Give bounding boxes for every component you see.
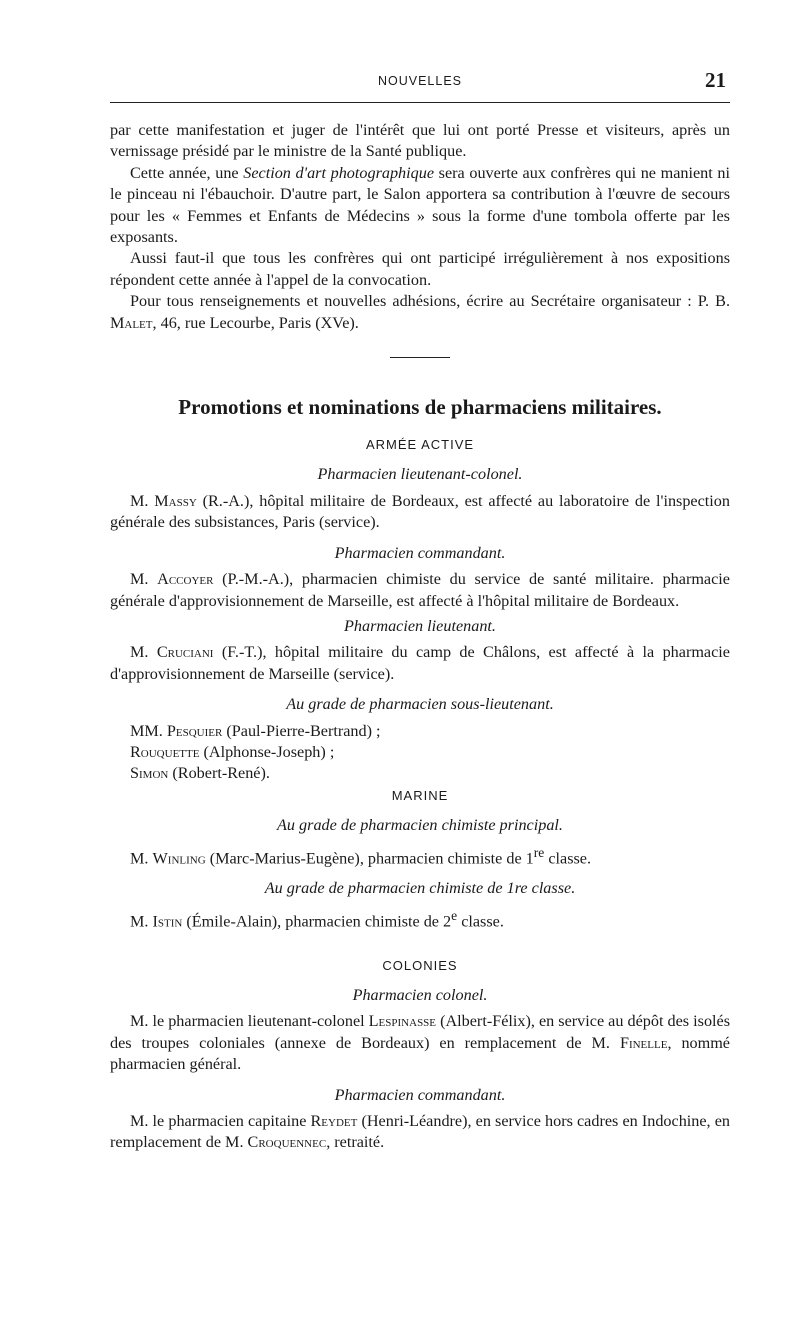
person-forenames: (Paul-Pierre-Bertrand) ;	[222, 721, 381, 740]
person-name: Istin	[152, 912, 183, 931]
entry-text: (Marc-Marius-Eugène), pharmacien chimiste de 1	[205, 848, 534, 867]
rank-heading-sous-lieutenant: Au grade de pharmacien sous-lieutenant.	[286, 695, 554, 714]
entry-lespinasse	[110, 1011, 730, 1075]
entry-reydet	[110, 1111, 730, 1154]
intro-paragraph-3: Aussi faut-il que tous les confrères qui ont participé irrégulièrement à nos expositions répondent cette année à l'appel de la convocation.	[110, 249, 730, 289]
entry-text: , retraité.	[326, 1133, 385, 1152]
person-name: Finelle	[619, 1033, 668, 1052]
entry-text: M. le pharmacien capitaine	[130, 1112, 311, 1130]
intro-paragraph-1: par cette manifestation et juger de l'intérêt que lui ont porté Presse et visiteurs, après un vernissage présidé par le ministre de la Santé publique.	[110, 121, 730, 161]
person-name: Simon	[130, 764, 169, 783]
page-header	[110, 68, 730, 98]
rank-heading-colonies-commandant: Pharmacien commandant.	[334, 1085, 506, 1104]
person-name: Pesquier	[166, 721, 223, 740]
rank-heading-colonel: Pharmacien colonel.	[352, 985, 488, 1004]
entry-prefix: M.	[130, 912, 153, 931]
person-name: Reydet	[310, 1112, 358, 1130]
entry-text: , nommé pharmacien général.	[110, 1033, 730, 1074]
entry-prefix: M.	[130, 848, 153, 867]
person-name: Accoyer	[157, 570, 214, 589]
journal-page	[110, 68, 731, 1152]
list-item	[130, 721, 730, 742]
header-rule	[110, 102, 730, 103]
running-title: NOUVELLES	[377, 74, 463, 88]
section-heading-armee: ARMÉE ACTIVE	[365, 437, 475, 453]
intro-p2-start: Cette année, une	[130, 163, 244, 182]
entry-prefix: M.	[130, 643, 157, 662]
rank-heading-lieutenant: Pharmacien lieutenant.	[344, 616, 496, 635]
intro-p2-end: sera ouverte aux confrères qui ne manient ni le pinceau ni l'ébauchoir. D'autre part, le Salon apportera sa contribution à l'œuvre de secours pour les « Femmes et Enfants de Médecins » sous la forme d'une tombola offerte par les exposants.	[110, 163, 730, 247]
section-name: Section d'art photographique	[243, 163, 435, 182]
page-number: 21	[705, 68, 726, 92]
entry-text: (R.-A.), hôpital militaire de Bordeaux, est affecté au laboratoire de l'inspection générale des subsistances, Paris (service).	[110, 491, 730, 532]
intro-paragraph-4	[110, 291, 730, 334]
intro-p4-start: Pour tous renseignements et nouvelles adhésions, écrire au Secrétaire organisateur : P. B.	[130, 292, 730, 311]
entry-text: M. le pharmacien lieutenant-colonel	[130, 1012, 369, 1031]
secretary-name: Malet	[110, 313, 153, 332]
sous-lieutenant-list	[110, 721, 730, 785]
person-name: Croquennec	[247, 1133, 327, 1152]
person-name: Massy	[154, 491, 197, 510]
entry-prefix: MM.	[130, 721, 167, 740]
person-name: Rouquette	[130, 742, 200, 761]
ordinal-suffix: re	[533, 844, 545, 860]
intro-paragraph-2	[110, 163, 730, 249]
entry-prefix: M.	[130, 491, 155, 510]
article-title: Promotions et nominations de pharmaciens militaires.	[178, 395, 662, 420]
entry-text: (P.-M.-A.), pharmacien chimiste du service de santé militaire. pharmacie générale d'approvisionnement de Marseille, est affecté à l'hôpital militaire de Bordeaux.	[110, 570, 730, 610]
entry-prefix: M.	[130, 570, 158, 589]
list-item	[130, 742, 730, 763]
entry-text: (Henri-Léandre), en service hors cadres en Indochine, en remplacement de M.	[110, 1112, 730, 1152]
entry-accoyer	[110, 569, 730, 612]
person-name: Winling	[152, 848, 206, 867]
rank-heading-chimiste-principal: Au grade de pharmacien chimiste principal.	[277, 816, 563, 835]
entry-text-end: classe.	[457, 912, 504, 931]
entry-text: (Albert-Félix), en service au dépôt des isolés des troupes coloniales (annexe de Bordeaux) en remplacement de M.	[110, 1012, 731, 1052]
rank-heading-commandant: Pharmacien commandant.	[334, 543, 506, 562]
list-item	[130, 763, 730, 784]
person-forenames: (Robert-René).	[168, 764, 270, 783]
entry-istin	[110, 905, 730, 933]
person-name: Cruciani	[156, 643, 214, 662]
entry-text: (Émile-Alain), pharmacien chimiste de 2	[182, 912, 452, 931]
person-forenames: (Alphonse-Joseph) ;	[199, 742, 335, 761]
entry-text-end: classe.	[544, 848, 592, 867]
section-heading-colonies: COLONIES	[382, 957, 458, 973]
person-name: Lespinasse	[368, 1012, 437, 1031]
intro-p4-end: , 46, rue Lecourbe, Paris (XVe).	[152, 313, 359, 332]
ordinal-suffix: e	[451, 907, 458, 923]
entry-cruciani	[110, 642, 730, 685]
entry-massy	[110, 491, 730, 534]
page-body	[110, 120, 730, 1154]
rank-heading-chimiste-1re: Au grade de pharmacien chimiste de 1re classe.	[264, 879, 576, 898]
section-separator	[390, 357, 450, 358]
entry-winling	[110, 842, 730, 870]
entry-text: (F.-T.), hôpital militaire du camp de Châlons, est affecté à la pharmacie d'approvisionnement de Marseille (service).	[110, 643, 730, 683]
section-heading-marine: MARINE	[391, 787, 449, 803]
rank-heading-lt-colonel: Pharmacien lieutenant-colonel.	[317, 465, 523, 484]
